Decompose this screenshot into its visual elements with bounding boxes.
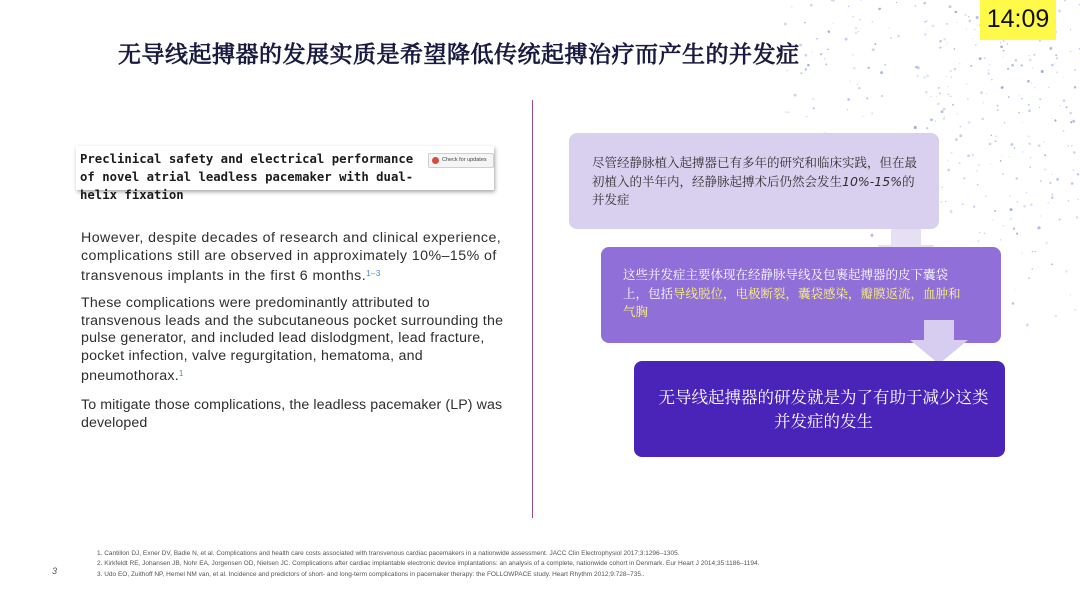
timer-badge: 14:09 bbox=[980, 0, 1056, 40]
paragraph-complications-causes bbox=[81, 295, 511, 386]
reference-superscript: 1 bbox=[178, 369, 184, 378]
paper-title: Preclinical safety and electrical performance of novel atrial leadless pacemaker with dual-helix fixation bbox=[80, 152, 414, 202]
check-updates-icon bbox=[432, 157, 439, 164]
percentage-text: 10%-15% bbox=[842, 173, 903, 189]
flow-text: 的并发症 bbox=[592, 173, 915, 207]
paragraph-text: These complications were predominantly attributed to transvenous leads and the subcutaneous pocket surrounding the pulse generator, and included lead dislodgment, lead fracture, pocket infection, valve regurgitation, hematoma, and pneumothorax. bbox=[81, 295, 504, 384]
down-arrow-icon bbox=[910, 320, 968, 364]
flow-text: 这些并发症主要体现在经静脉导线及包裹起搏器的皮下囊袋上，包括 bbox=[623, 267, 949, 301]
reference-item: 3. Udo EO, Zuithoff NP, Hemel NM van, et al. Incidence and predictors of short- and long-term complications in pacemaker therapy: the FOLLOWPACE study. Heart Rhythm 2012;9:728–735.. bbox=[97, 570, 645, 578]
slide-title: 无导线起搏器的发展实质是希望降低传统起搏治疗而产生的并发症 bbox=[118, 42, 800, 68]
reference-superscript: 1–3 bbox=[366, 269, 381, 278]
flow-box-1-text bbox=[592, 154, 920, 210]
check-updates-label: Check for updates bbox=[442, 157, 487, 163]
paragraph-complications-rate bbox=[81, 230, 511, 286]
check-for-updates-button bbox=[428, 153, 494, 168]
page-number: 3 bbox=[52, 566, 58, 576]
paper-header-image bbox=[76, 146, 494, 202]
reference-item: 2. Kirkfeldt RE, Johansen JB, Nohr EA, Jorgensen OD, Nielsen JC. Complications after cardiac implantable electronic device implantations: an analysis of a complete, nationwide cohort in Denmark. Eur Heart J 2014;35:1186–1194. bbox=[97, 560, 760, 568]
vertical-divider bbox=[532, 100, 533, 518]
flow-text: 尽管经静脉植入起搏器已有多年的研究和临床实践，但在最初植入的半年内，经静脉起搏术后仍然会发生 bbox=[592, 155, 918, 189]
flow-box-3-text: 无导线起搏器的研发就是为了有助于减少这类并发症的发生 bbox=[658, 388, 989, 431]
reference-item: 1. Cantillon DJ, Exner DV, Badie N, et al. Complications and health care costs associated with transvenous cardiac pacemakers in a nationwide assessment. JACC Clin Electrophysiol 2017;3:1296–1305. bbox=[97, 550, 680, 557]
paragraph-leadless-pacemaker: To mitigate those complications, the leadless pacemaker (LP) was developed bbox=[81, 397, 503, 431]
references bbox=[97, 549, 759, 580]
paragraph-text: However, despite decades of research and clinical experience, complications still are observed in approximately 10%–15% of transvenous implants in the first 6 months. bbox=[81, 230, 502, 284]
flow-box-2-text bbox=[623, 266, 968, 322]
highlighted-complications: 导线脱位，电极断裂，囊袋感染，瓣膜返流，血肿和气胸 bbox=[623, 285, 961, 319]
